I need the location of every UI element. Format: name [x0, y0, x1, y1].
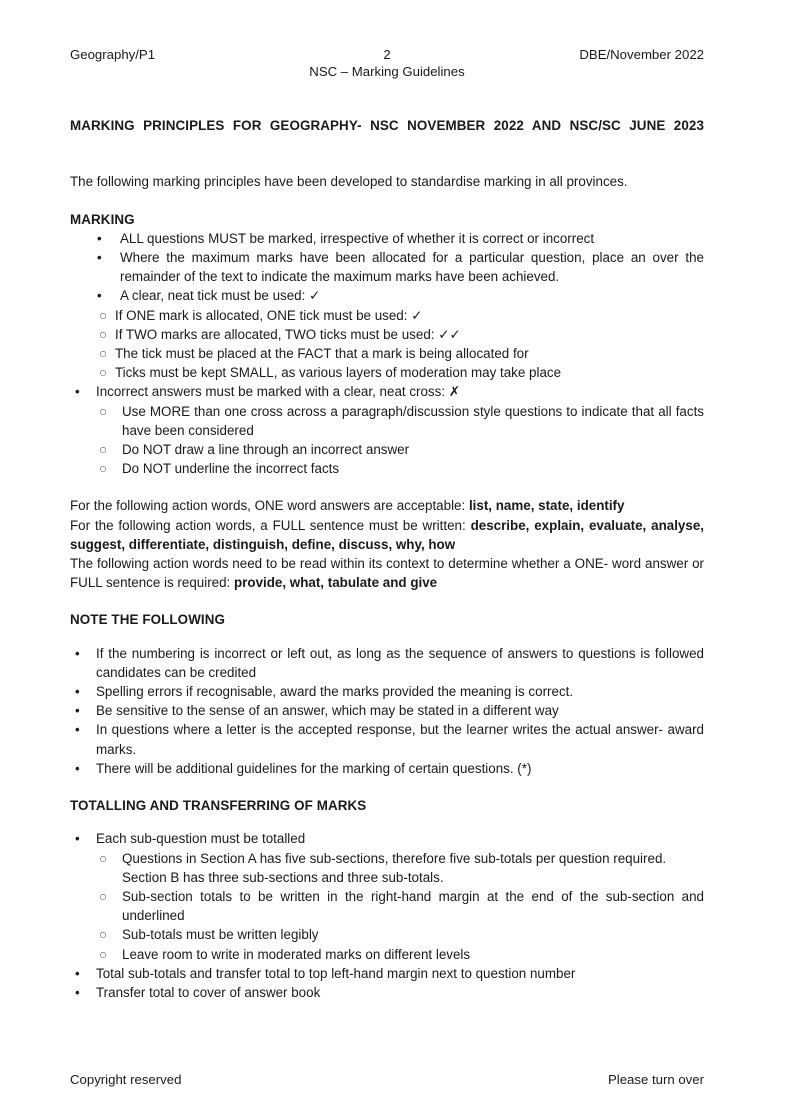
footer-turn-over: Please turn over: [607, 1072, 704, 1087]
list-item: [70, 325, 704, 344]
list-item: [70, 720, 704, 758]
list-item-label: Each sub-question must be totalled: [96, 831, 306, 847]
list-item-label: If TWO marks are allocated, TWO ticks must be used: ✓✓: [115, 326, 461, 342]
action-words-full-sentence: [70, 516, 704, 554]
action-words-one-word: [70, 496, 704, 515]
list-item-label: Do NOT underline the incorrect facts: [122, 461, 340, 477]
bullet-disc-icon: •: [97, 250, 102, 266]
bullet-circle-icon: ○: [99, 442, 108, 458]
list-item-label: Use MORE than one cross across a paragraph/discussion style questions to indicate that all facts have been considered: [122, 403, 704, 438]
bullet-disc-icon: •: [97, 288, 102, 304]
section-heading-totalling: TOTALLING AND TRANSFERRING OF MARKS: [70, 798, 367, 814]
bullet-circle-icon: ○: [99, 365, 108, 381]
list-item: [70, 945, 704, 964]
intro-paragraph: The following marking principles have been developed to standardise marking in all provinces.: [70, 174, 628, 190]
page-title: MARKING PRINCIPLES FOR GEOGRAPHY- NSC NOVEMBER 2022 AND NSC/SC JUNE 2023: [70, 118, 704, 133]
list-item: [70, 887, 704, 925]
list-item-label: Questions in Section A has five sub-sections, therefore five sub-totals per question required. Section B has three sub-sections and three sub-totals.: [122, 850, 667, 885]
bullet-disc-icon: •: [75, 703, 80, 719]
list-item: [70, 286, 704, 305]
bullet-circle-icon: ○: [99, 403, 108, 419]
list-item-label: Ticks must be kept SMALL, as various layers of moderation may take place: [115, 365, 562, 381]
list-item: [70, 849, 704, 887]
list-item-label: A clear, neat tick must be used: ✓: [120, 288, 321, 304]
list-item: [70, 682, 704, 701]
header-subject: Geography/P1: [70, 47, 156, 62]
list-item: [70, 229, 704, 248]
bullet-disc-icon: •: [75, 722, 80, 738]
list-item: [70, 363, 704, 382]
list-item: [70, 306, 704, 325]
list-item-label: Do NOT draw a line through an incorrect answer: [122, 442, 410, 458]
list-item-label: Sub-totals must be written legibly: [122, 927, 319, 943]
header-document-subtitle: NSC – Marking Guidelines: [309, 64, 465, 79]
list-item: [70, 440, 704, 459]
bullet-circle-icon: ○: [99, 946, 108, 962]
header-exam-session: DBE/November 2022: [579, 47, 704, 62]
list-item: [70, 701, 704, 720]
bullet-circle-icon: ○: [99, 461, 108, 477]
action-words-full-sentence-lead: For the following action words, a FULL sentence must be written:: [70, 517, 471, 533]
list-item-label: If ONE mark is allocated, ONE tick must be used: ✓: [115, 307, 423, 323]
section-heading-note: NOTE THE FOLLOWING: [70, 612, 226, 628]
list-item-label: Be sensitive to the sense of an answer, which may be stated in a different way: [96, 703, 559, 719]
bullet-disc-icon: •: [75, 984, 80, 1000]
list-item: [70, 829, 704, 848]
list-item: [70, 248, 704, 286]
action-words-context: [70, 554, 704, 592]
list-item-label: Transfer total to cover of answer book: [96, 984, 321, 1000]
action-words-full-sentence-list: describe, explain, evaluate, analyse, suggest, differentiate, distinguish, define, discuss, why, how: [70, 517, 704, 552]
list-item-label: ALL questions MUST be marked, irrespective of whether it is correct or incorrect: [120, 230, 595, 246]
running-header: [70, 46, 704, 82]
bullet-circle-icon: ○: [99, 850, 108, 866]
list-item-label: In questions where a letter is the accepted response, but the learner writes the actual answer- award marks.: [96, 722, 704, 757]
action-words-one-word-list: list, name, state, identify: [468, 498, 625, 514]
bullet-disc-icon: •: [75, 645, 80, 661]
action-words-context-lead: The following action words need to be read within its context to determine whether a ONE- word answer or FULL sentence is required:: [70, 556, 704, 591]
bullet-circle-icon: ○: [99, 927, 108, 943]
list-item: [70, 964, 704, 983]
list-item-label: Where the maximum marks have been allocated for a particular question, place an over the remainder of the text to indicate the maximum marks have been achieved.: [120, 250, 704, 285]
bullet-circle-icon: ○: [99, 888, 108, 904]
action-words-context-list: provide, what, tabulate and give: [234, 575, 438, 591]
bullet-circle-icon: ○: [99, 307, 108, 323]
list-item: [70, 382, 704, 401]
bullet-disc-icon: •: [75, 965, 80, 981]
bullet-disc-icon: •: [75, 831, 80, 847]
document-body: [70, 116, 704, 1002]
bullet-disc-icon: •: [75, 760, 80, 776]
list-item-label: Sub-section totals to be written in the right-hand margin at the end of the sub-section and underlined: [122, 888, 704, 924]
list-item: [70, 983, 704, 1002]
page-number: 2: [383, 47, 391, 62]
list-item-label: The tick must be placed at the FACT that a mark is being allocated for: [115, 346, 529, 362]
list-item: [70, 759, 704, 778]
list-item: [70, 925, 704, 944]
list-item-label: Total sub-totals and transfer total to top left-hand margin next to question number: [96, 965, 576, 981]
bullet-disc-icon: •: [75, 684, 80, 700]
bullet-circle-icon: ○: [99, 346, 108, 362]
footer-copyright: Copyright reserved: [70, 1072, 182, 1087]
bullet-circle-icon: ○: [99, 326, 108, 342]
list-item-label: If the numbering is incorrect or left out, as long as the sequence of answers to questions is followed candidates can be credited: [96, 645, 704, 680]
list-item: [70, 644, 704, 682]
list-item: [70, 344, 704, 363]
bullet-disc-icon: •: [97, 230, 102, 246]
list-item-label: Incorrect answers must be marked with a clear, neat cross: ✗: [96, 384, 460, 400]
list-item: [70, 402, 704, 440]
list-item-label: There will be additional guidelines for the marking of certain questions. (*): [96, 760, 532, 776]
list-item-label: Leave room to write in moderated marks on different levels: [122, 946, 471, 962]
list-item: [70, 459, 704, 478]
list-item-label: Spelling errors if recognisable, award the marks provided the meaning is correct.: [96, 684, 574, 700]
bullet-disc-icon: •: [75, 384, 80, 400]
section-heading-marking: MARKING: [70, 211, 135, 227]
action-words-one-word-lead: For the following action words, ONE word answers are acceptable:: [70, 498, 469, 514]
